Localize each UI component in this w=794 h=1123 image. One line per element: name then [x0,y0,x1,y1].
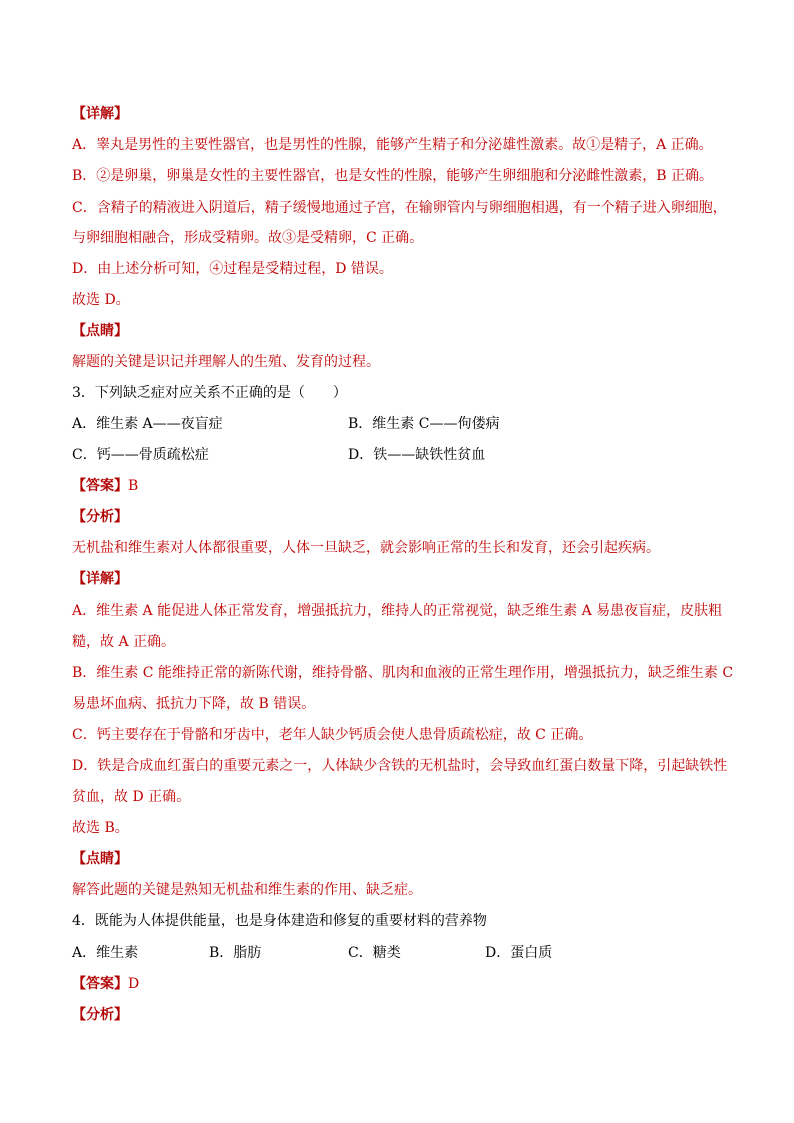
q4-option-b: B．脂肪 [209,945,262,961]
q3-detail-b-line2: 易患坏血病、抵抗力下降，故 B 错误。 [72,696,316,712]
q3-answer-value: B [128,478,139,494]
q3-options-row1 [72,414,732,434]
q3-answer-tag: 【答案】 [72,478,128,494]
q4-option-d: D．蛋白质 [485,945,553,961]
q3-detail-c: C．钙主要存在于骨骼和牙齿中，老年人缺少钙质会使人患骨质疏松症，故 C 正确。 [72,727,593,743]
q3-option-d: D．铁——缺铁性贫血 [348,447,486,463]
q3-options-row2 [72,445,732,465]
q3-option-c: C．钙——骨质疏松症 [72,447,209,463]
q2-detail-a: A．睾丸是男性的主要性器官，也是男性的性腺，能够产生精子和分泌雄性激素。故①是精子，A 正确。 [72,137,713,153]
q4-stem: 4．既能为人体提供能量，也是身体建造和修复的重要材料的营养物 [72,913,487,929]
q4-option-a: A．维生素 [72,945,139,961]
q3-detail-a-line2: 糙，故 A 正确。 [72,634,176,650]
q3-analysis-tag: 【分析】 [72,509,128,525]
q3-detail-a-line1: A．维生素 A 能促进人体正常发育，增强抵抗力，维持人的正常视觉，缺乏维生素 A 易患夜盲症，皮肤粗 [72,603,723,619]
q2-comment-tag: 【点睛】 [72,323,128,339]
q3-detail-d-line1: D．铁是合成血红蛋白的重要元素之一，人体缺少含铁的无机盐时，会导致血红蛋白数量下降，引起缺铁性 [72,758,728,774]
q3-detail-tag: 【详解】 [72,571,128,587]
q3-comment-tag: 【点睛】 [72,851,128,867]
q2-choose: 故选 D。 [72,292,130,308]
q2-detail-d: D．由上述分析可知，④过程是受精过程，D 错误。 [72,261,393,277]
q3-detail-d-line2: 贫血，故 D 正确。 [72,789,191,805]
q3-answer [72,476,732,496]
q3-option-b: B．维生素 C——佝偻病 [348,416,500,432]
q4-answer [72,974,732,994]
q2-detail-c-line1: C．含精子的精液进入阴道后，精子缓慢地通过子宫，在输卵管内与卵细胞相遇，有一个精子进入卵细胞， [72,200,727,216]
q3-detail-b-line1: B．维生素 C 能维持正常的新陈代谢，维持骨骼、肌肉和血液的正常生理作用，增强抵抗力，缺乏维生素 C [72,665,734,681]
q4-options-row [72,943,732,963]
q2-detail-tag: 【详解】 [72,106,128,122]
q3-choose: 故选 B。 [72,820,129,836]
q3-analysis: 无机盐和维生素对人体都很重要，人体一旦缺乏，就会影响正常的生长和发育，还会引起疾病。 [72,540,660,556]
q2-detail-c-line2: 与卵细胞相融合，形成受精卵。故③是受精卵，C 正确。 [72,230,424,246]
q4-answer-tag: 【答案】 [72,976,128,992]
q3-comment: 解答此题的关键是熟知无机盐和维生素的作用、缺乏症。 [72,882,422,898]
q3-stem: 3．下列缺乏症对应关系不正确的是（ ） [72,385,347,401]
q4-analysis-tag: 【分析】 [72,1007,128,1023]
q4-answer-value: D [128,976,140,992]
q2-comment: 解题的关键是识记并理解人的生殖、发育的过程。 [72,354,380,370]
q4-option-c: C．糖类 [348,945,401,961]
q2-detail-b: B．②是卵巢，卵巢是女性的主要性器官，也是女性的性腺，能够产生卵细胞和分泌雌性激素，B 正确。 [72,168,714,184]
q3-option-a: A．维生素 A——夜盲症 [72,416,223,432]
